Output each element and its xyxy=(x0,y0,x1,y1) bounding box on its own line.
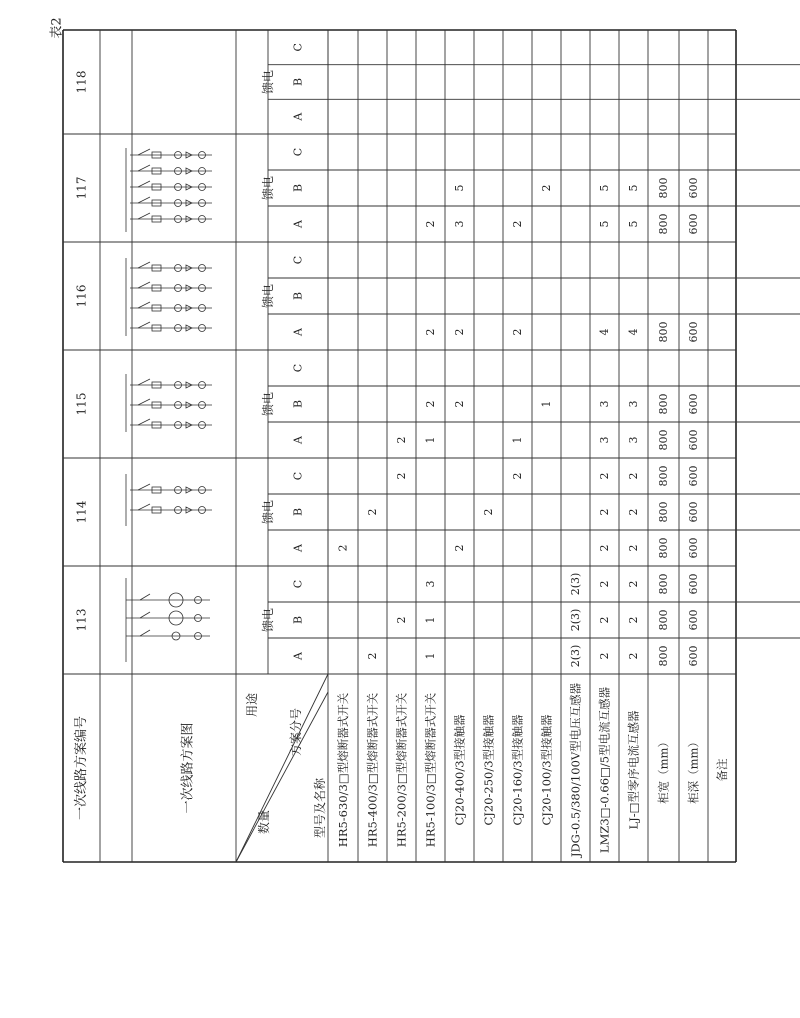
purpose-header: 用途 xyxy=(245,692,259,718)
data-cell: 4 xyxy=(627,328,640,336)
row-label: 备注 xyxy=(715,758,729,782)
sub-scheme-header: 方案分号 xyxy=(289,707,303,757)
data-cell: 2 xyxy=(627,616,640,624)
data-cell: 3 xyxy=(598,400,611,408)
scheme-purpose: 馈电 xyxy=(261,175,275,201)
data-cell: 3 xyxy=(598,436,611,444)
data-cell: 2 xyxy=(511,472,524,480)
data-cell: 1 xyxy=(424,436,437,444)
data-cell: 2 xyxy=(482,508,495,516)
switch-icon xyxy=(138,302,150,308)
switch-icon xyxy=(138,165,150,171)
data-cell: 600 xyxy=(687,429,700,451)
data-cell: 2 xyxy=(424,400,437,408)
row-label: HR5-100/3□型熔断器式开关 xyxy=(423,692,438,848)
data-cell: 3 xyxy=(453,220,466,228)
data-cell: 2 xyxy=(598,472,611,480)
sub-scheme-letter: C xyxy=(291,579,305,589)
data-cell: 800 xyxy=(657,501,670,523)
row-label: LMZ3□-0.66□/5型电流互感器 xyxy=(597,686,612,854)
row-label: 柜宽（mm） xyxy=(656,736,671,804)
data-cell: 2(3) xyxy=(569,608,582,632)
scheme-number: 114 xyxy=(74,500,89,524)
data-cell: 800 xyxy=(657,537,670,559)
data-cell: 1 xyxy=(424,616,437,624)
data-cell: 800 xyxy=(657,321,670,343)
switch-icon xyxy=(140,630,150,636)
row-label: CJ20-160/3型接触器 xyxy=(510,714,525,826)
data-cell: 2 xyxy=(598,544,611,552)
row-label: CJ20-100/3型接触器 xyxy=(539,714,554,826)
data-cell: 800 xyxy=(657,465,670,487)
data-cell: 600 xyxy=(687,321,700,343)
data-cell: 2 xyxy=(598,580,611,588)
switch-icon xyxy=(138,282,150,288)
scheme-number: 117 xyxy=(74,176,89,200)
data-cell: 800 xyxy=(657,177,670,199)
sub-scheme-letter: B xyxy=(291,183,305,193)
data-cell: 800 xyxy=(657,213,670,235)
data-cell: 2 xyxy=(627,580,640,588)
switch-icon xyxy=(138,322,150,328)
row-label: HR5-200/3□型熔断器式开关 xyxy=(394,692,409,848)
data-cell: 2 xyxy=(336,544,350,552)
data-cell: 600 xyxy=(687,177,700,199)
row-label: CJ20-400/3型接触器 xyxy=(452,714,467,826)
scheme-purpose: 馈电 xyxy=(261,499,275,525)
data-cell: 800 xyxy=(657,393,670,415)
data-cell: 2 xyxy=(395,436,408,444)
switch-icon xyxy=(140,612,150,618)
data-cell: 1 xyxy=(540,400,553,408)
data-cell: 600 xyxy=(687,393,700,415)
sub-scheme-letter: A xyxy=(291,652,305,660)
sub-scheme-letter: A xyxy=(291,328,305,336)
data-cell: 600 xyxy=(687,465,700,487)
row-label: LJ-□型零序电流互感器 xyxy=(626,710,641,830)
data-cell: 5 xyxy=(598,220,611,228)
data-cell: 2 xyxy=(627,544,640,552)
data-cell: 2 xyxy=(627,508,640,516)
data-cell: 2 xyxy=(598,616,611,624)
sub-scheme-letter: B xyxy=(291,77,305,87)
data-cell: 2 xyxy=(627,472,640,480)
table-number-label: 表2 xyxy=(49,17,65,39)
data-cell: 4 xyxy=(598,328,611,336)
switch-icon xyxy=(138,379,150,385)
data-cell: 800 xyxy=(657,429,670,451)
switch-icon xyxy=(138,504,150,510)
diagram-header: 一次线路方案图 xyxy=(180,722,196,814)
row-label: HR5-630/3□型熔断器式开关 xyxy=(336,692,350,848)
data-cell: 2 xyxy=(424,220,437,228)
sub-scheme-letter: B xyxy=(291,291,305,301)
data-cell: 2 xyxy=(453,328,466,336)
data-cell: 800 xyxy=(657,645,670,667)
data-cell: 600 xyxy=(687,501,700,523)
scheme-number: 113 xyxy=(74,608,89,632)
data-cell: 2 xyxy=(453,544,466,552)
data-cell: 5 xyxy=(627,184,640,192)
sub-scheme-letter: A xyxy=(291,220,305,228)
scheme-purpose: 馈电 xyxy=(261,607,275,633)
data-cell: 600 xyxy=(687,645,700,667)
sub-scheme-letter: C xyxy=(291,147,305,157)
data-cell: 2 xyxy=(511,220,524,228)
data-cell: 2 xyxy=(627,652,640,660)
model-header: 型号及名称 xyxy=(313,777,327,839)
data-cell: 600 xyxy=(687,573,700,595)
switch-icon xyxy=(138,213,150,219)
row-label: 柜深（mm） xyxy=(686,736,701,804)
switch-icon xyxy=(138,399,150,405)
sub-scheme-letter: C xyxy=(291,43,305,52)
data-cell: 2 xyxy=(540,184,553,192)
data-cell: 5 xyxy=(598,184,611,192)
data-cell: 2 xyxy=(366,652,379,660)
sub-scheme-letter: C xyxy=(291,471,305,481)
switch-icon xyxy=(138,197,150,203)
data-cell: 2 xyxy=(395,472,408,480)
sub-scheme-letter: B xyxy=(291,615,305,625)
data-cell: 2 xyxy=(511,328,524,336)
sub-scheme-letter: A xyxy=(291,112,305,121)
switch-icon xyxy=(138,484,150,490)
data-cell: 2 xyxy=(598,652,611,660)
data-cell: 1 xyxy=(424,652,437,660)
scheme-number-header: 一次线路方案编号 xyxy=(74,715,89,821)
data-cell: 800 xyxy=(657,573,670,595)
sub-scheme-letter: A xyxy=(291,544,305,552)
sub-scheme-letter: B xyxy=(291,399,305,409)
data-cell: 2 xyxy=(366,508,379,516)
data-cell: 600 xyxy=(687,537,700,559)
scheme-purpose: 馈电 xyxy=(261,391,275,417)
sub-scheme-letter: B xyxy=(291,507,305,517)
data-cell: 2(3) xyxy=(569,572,582,596)
data-cell: 5 xyxy=(453,184,466,192)
data-cell: 600 xyxy=(687,609,700,631)
row-label: HR5-400/3□型熔断器式开关 xyxy=(365,692,380,848)
data-cell: 3 xyxy=(627,400,640,408)
data-cell: 2(3) xyxy=(569,644,582,668)
data-cell: 5 xyxy=(627,220,640,228)
data-cell: 2 xyxy=(395,616,408,624)
scheme-number: 118 xyxy=(74,70,89,94)
switch-icon xyxy=(138,149,150,155)
row-label: CJ20-250/3型接触器 xyxy=(481,714,496,826)
data-cell: 2 xyxy=(424,328,437,336)
scheme-purpose: 馈电 xyxy=(261,283,275,309)
switch-icon xyxy=(138,262,150,268)
data-cell: 2 xyxy=(598,508,611,516)
switch-icon xyxy=(138,181,150,187)
sub-scheme-letter: A xyxy=(291,436,305,444)
scheme-number: 115 xyxy=(74,392,89,416)
row-label: JDG-0.5/380/100V型电压互感器 xyxy=(568,682,583,858)
scheme-purpose: 馈电 xyxy=(261,69,275,95)
scheme-number: 116 xyxy=(74,284,89,308)
data-cell: 1 xyxy=(511,436,524,444)
quantity-header: 数量 xyxy=(257,809,271,835)
data-cell: 3 xyxy=(627,436,640,444)
data-cell: 2 xyxy=(453,400,466,408)
data-cell: 800 xyxy=(657,609,670,631)
switch-icon xyxy=(140,594,150,600)
sub-scheme-letter: C xyxy=(291,363,305,373)
sub-scheme-letter: C xyxy=(291,255,305,265)
data-cell: 600 xyxy=(687,213,700,235)
data-cell: 3 xyxy=(424,580,437,588)
switch-icon xyxy=(138,419,150,425)
